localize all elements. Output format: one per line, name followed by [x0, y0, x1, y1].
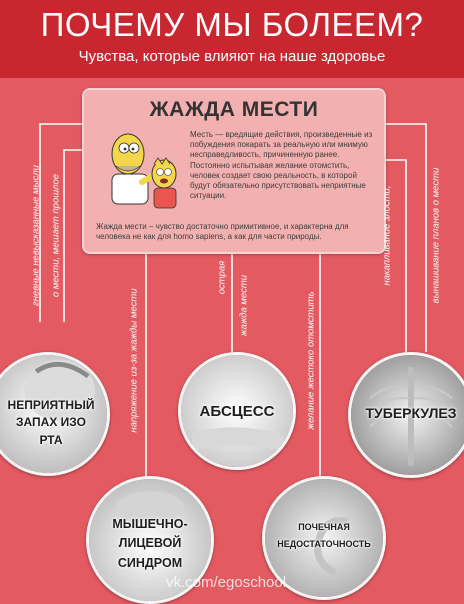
label-revenge-thirst: жажда мести — [238, 274, 250, 337]
label-revenge-plans: вынашивание планов о мести — [430, 167, 442, 304]
card-paragraph: Постоянно испытывая желание отомстить, человек создает свою реальность, в которой будут обязательно присутствовать неприятные ситуации. — [190, 161, 366, 200]
disease-label: НЕПРИЯТНЫЙ ЗАПАХ ИЗО РТА — [7, 398, 95, 447]
card-footer-text: Жажда мести – чувство достаточно примитивное, и характерна для человека не как для homo sapiens, а как для части природы. — [96, 222, 349, 242]
disease-label: МЫШЕЧНО-ЛИЦЕВОЙ СИНДРОМ — [112, 517, 188, 570]
label-past-revenge: о мести, мешает прошлое — [50, 173, 62, 298]
disease-label: АБСЦЕСС — [199, 403, 275, 420]
disease-tuberculosis — [348, 352, 464, 478]
label-accumulating-anger: накапливание злости, — [381, 185, 393, 286]
label-unspoken-thoughts: гневные невысказанные мысли — [30, 165, 42, 306]
disease-abscess — [178, 352, 296, 470]
label-tension: напряжение из-за жажды мести — [128, 288, 140, 433]
disease-label: ПОЧЕЧНАЯ НЕДОСТАТОЧНОСТЬ — [277, 522, 371, 550]
watermark: vk.com/egoschool — [166, 574, 287, 591]
card-paragraph: Месть — вредящие действия, произведенные из побуждения покарать за реальную или мнимую несправедливость, причиненную ранее. — [190, 130, 373, 159]
connector-line-left-inner — [64, 150, 82, 322]
cartoon-illustration — [102, 124, 184, 214]
card-title: ЖАЖДА МЕСТИ — [149, 98, 319, 121]
disease-bad-breath — [0, 352, 110, 476]
card-description — [190, 130, 374, 202]
page-title: ПОЧЕМУ МЫ БОЛЕЕМ? — [40, 6, 424, 43]
revenge-card — [82, 88, 386, 254]
page-subtitle: Чувства, которые влияют на наше здоровье — [78, 48, 386, 65]
label-cruel-revenge: желание жестоко отомстить — [305, 291, 317, 430]
label-acute: острая — [216, 260, 228, 295]
disease-label: ТУБЕРКУЛЕЗ — [365, 405, 457, 421]
